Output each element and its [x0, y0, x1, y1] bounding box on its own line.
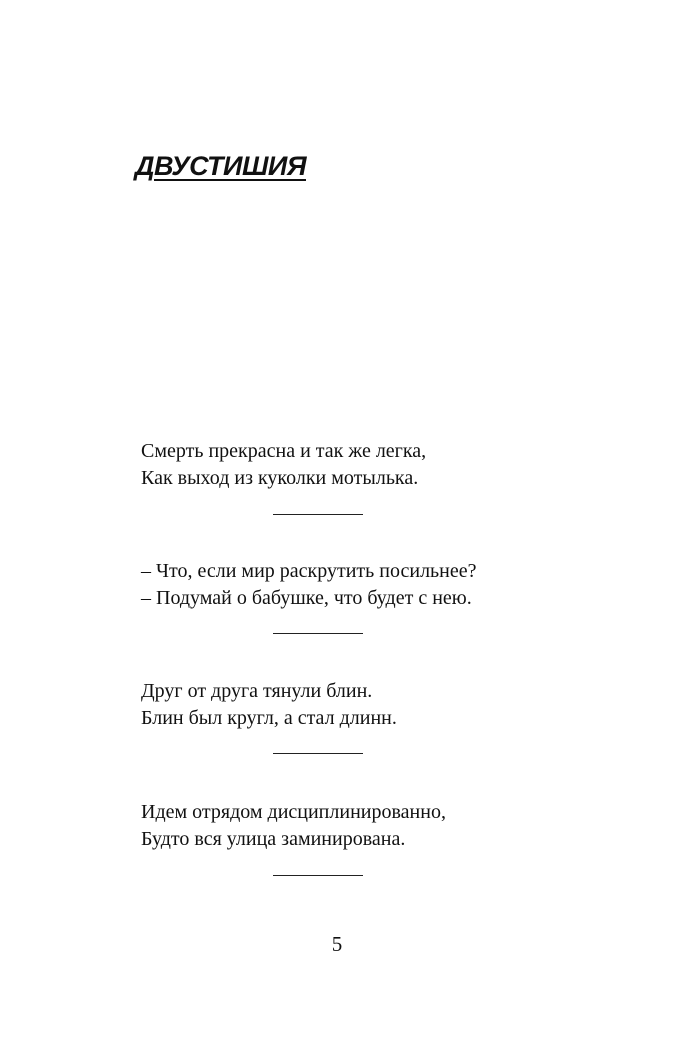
- couplet: [141, 438, 426, 492]
- couplet-line: – Что, если мир раскрутить посильнее?: [141, 560, 477, 582]
- page-number: 5: [331, 932, 343, 956]
- couplet-line: Как выход из куколки мотылька.: [141, 467, 419, 489]
- couplet-line: – Подумай о бабушке, что будет с нею.: [141, 587, 472, 609]
- divider: [273, 514, 363, 515]
- page-title: ДВУСТИШИЯ: [135, 151, 306, 181]
- couplet: [141, 678, 397, 732]
- couplet: [141, 799, 446, 853]
- couplet-line: Блин был кругл, а стал длинн.: [141, 707, 397, 729]
- couplet-line: Будто вся улица заминирована.: [141, 828, 406, 850]
- couplet: [141, 558, 477, 612]
- couplet-line: Идем отрядом дисциплинированно,: [141, 801, 446, 823]
- couplet-line: Друг от друга тянули блин.: [141, 680, 373, 702]
- divider: [273, 633, 363, 634]
- divider: [273, 875, 363, 876]
- couplet-line: Смерть прекрасна и так же легка,: [141, 440, 427, 462]
- divider: [273, 753, 363, 754]
